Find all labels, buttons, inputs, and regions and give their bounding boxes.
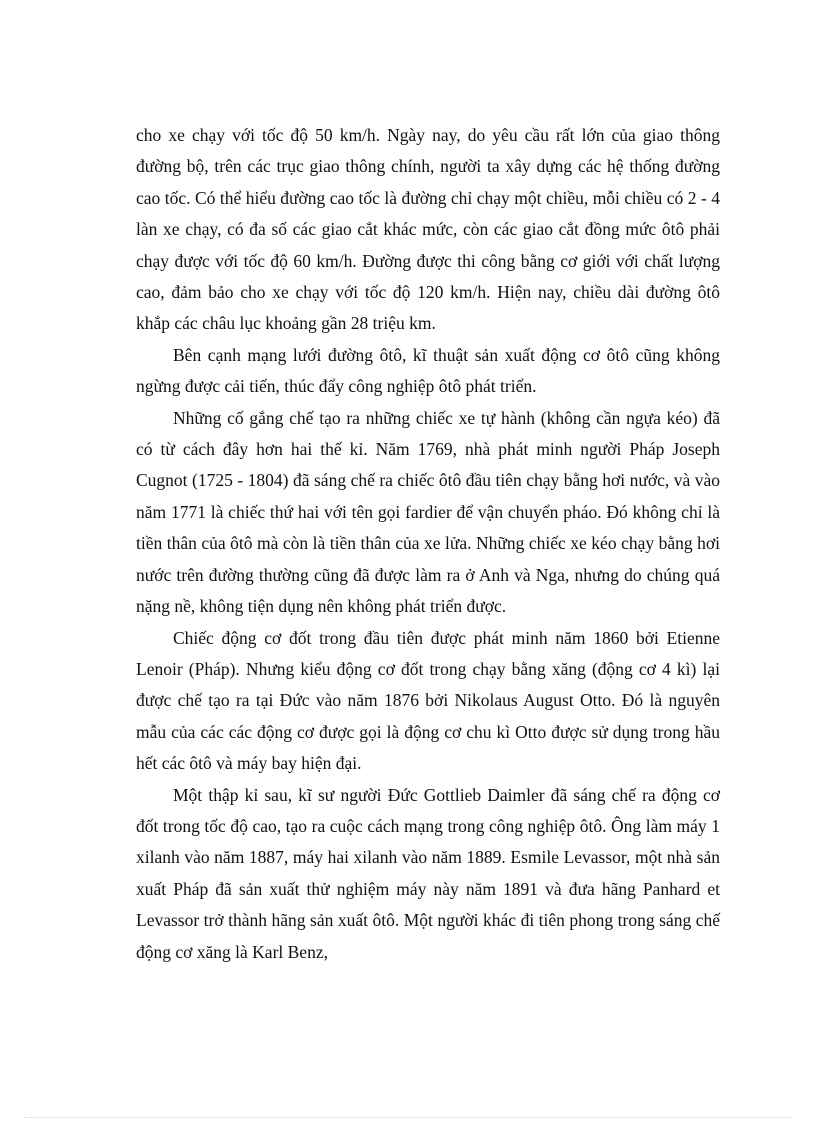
paragraph: Những cố gắng chế tạo ra những chiếc xe tự hành (không cần ngựa kéo) đã có từ cách đây hơn hai thế kỉ. Năm 1769, nhà phát minh người Pháp Joseph Cugnot (1725 - 1804) đã sáng chế ra chiếc ôtô đầu tiên chạy bằng hơi nước, và vào năm 1771 là chiếc thứ hai với tên gọi fardier để vận chuyển pháo. Đó không chỉ là tiền thân của ôtô mà còn là tiền thân của xe lửa. Những chiếc xe kéo chạy bằng hơi nước trên đường thường cũng đã được làm ra ở Anh và Nga, nhưng do chúng quá nặng nề, không tiện dụng nên không phát triển được.	[136, 407, 720, 617]
paragraph: Chiếc động cơ đốt trong đầu tiên được phát minh năm 1860 bởi Etienne Lenoir (Pháp). Nhưng kiểu động cơ đốt trong chạy bằng xăng (động cơ 4 kì) lại được chế tạo ra tại Đức vào năm 1876 bởi Nikolaus August Otto. Đó là nguyên mẫu của các các động cơ được gọi là động cơ chu kì Otto được sử dụng trong hầu hết các ôtô và máy bay hiện đại.	[136, 627, 720, 774]
page-bottom-divider	[24, 1117, 792, 1118]
paragraph: Một thập kỉ sau, kĩ sư người Đức Gottlieb Daimler đã sáng chế ra động cơ đốt trong tốc độ cao, tạo ra cuộc cách mạng trong công nghiệp ôtô. Ông làm máy 1 xilanh vào năm 1887, máy hai xilanh vào năm 1889. Esmile Levassor, một nhà sản xuất Pháp đã sản xuất thử nghiệm máy này năm 1891 và đưa hãng Panhard et Levassor trở thành hãng sản xuất ôtô. Một người khác đi tiên phong trong sáng chế động cơ xăng là Karl Benz,	[136, 784, 720, 962]
body-text	[136, 120, 720, 968]
paragraph: Bên cạnh mạng lưới đường ôtô, kĩ thuật sản xuất động cơ ôtô cũng không ngừng được cải tiến, thúc đẩy công nghiệp ôtô phát triển.	[136, 344, 720, 397]
paragraph-continued: cho xe chạy với tốc độ 50 km/h. Ngày nay, do yêu cầu rất lớn của giao thông đường bộ, trên các trục giao thông chính, người ta xây dựng các hệ thống đường cao tốc. Có thể hiểu đường cao tốc là đường chỉ chạy một chiều, mỗi chiều có 2 - 4 làn xe chạy, có đa số các giao cắt khác mức, còn các giao cắt đồng mức ôtô phải chạy được với tốc độ 60 km/h. Đường được thi công bằng cơ giới với chất lượng cao, đảm bảo cho xe chạy với tốc độ 120 km/h. Hiện nay, chiều dài đường ôtô khắp các châu lục khoảng gần 28 triệu km.	[136, 125, 720, 334]
